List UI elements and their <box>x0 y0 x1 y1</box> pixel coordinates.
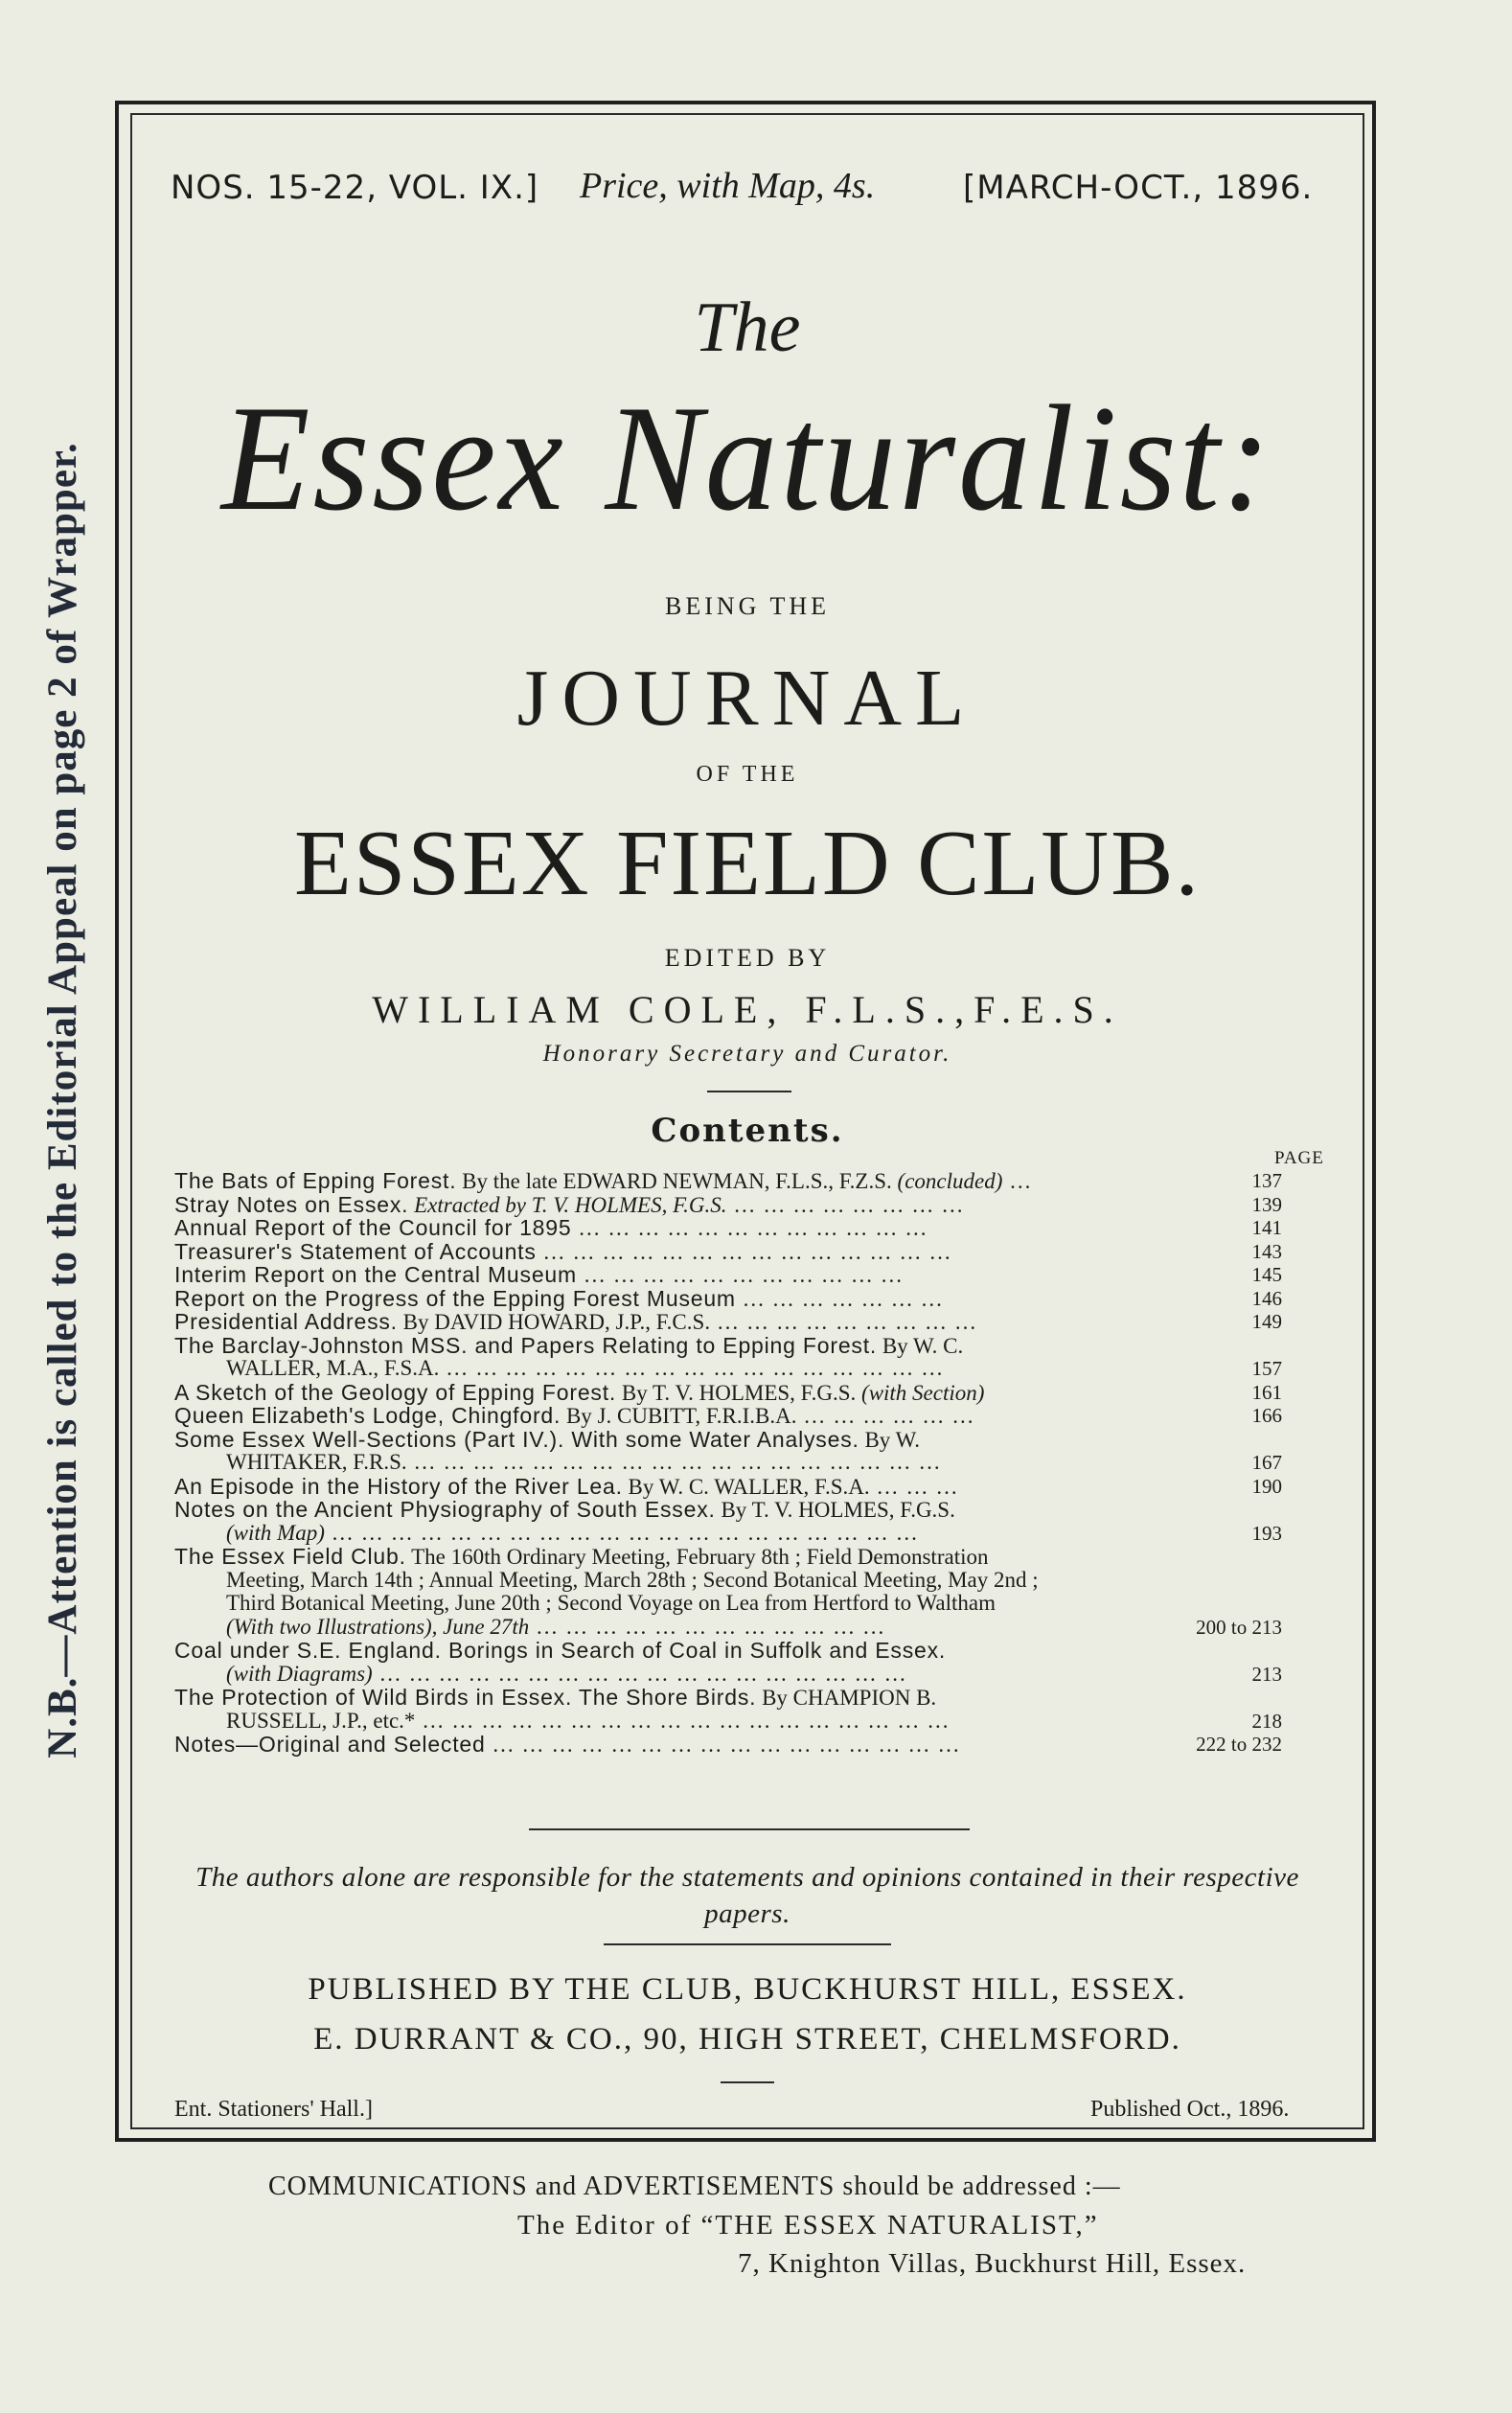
entry-page: 222 to 232 <box>1190 1733 1282 1757</box>
entry-title: Queen Elizabeth's Lodge, Chingford. <box>174 1403 561 1428</box>
editor-role: Honorary Secretary and Curator. <box>542 1041 952 1067</box>
entry-note: (with Diagrams) <box>226 1661 373 1686</box>
contents-entry <box>174 1309 1282 1334</box>
contents-entry <box>174 1592 1272 1616</box>
entry-author: By T. V. HOLMES, F.G.S. <box>715 1498 955 1522</box>
entry-title: Some Essex Well-Sections (Part IV.). With some Water Analyses. <box>174 1426 859 1452</box>
divider-rule <box>707 1091 791 1092</box>
journal-heading: JOURNAL <box>516 654 978 743</box>
entry-author: RUSSELL, J.P., etc.* <box>226 1708 416 1733</box>
printer-line: E. DURRANT & CO., 90, HIGH STREET, CHELMSFORD. <box>313 2022 1181 2057</box>
masthead-the: The <box>694 288 801 367</box>
entry-page: 157 <box>1247 1357 1283 1381</box>
entry-author: WHITAKER, F.R.S. <box>226 1450 407 1474</box>
entry-leader: ... ... ... ... ... ... ... ... <box>726 1192 965 1217</box>
entry-author: By DAVID HOWARD, J.P., F.C.S. <box>397 1310 711 1334</box>
entry-page: 145 <box>1247 1263 1283 1287</box>
publisher-line: PUBLISHED BY THE CLUB, BUCKHURST HILL, ESSEX. <box>308 1972 1187 2007</box>
entry-author: WALLER, M.A., F.S.A. <box>226 1356 440 1380</box>
contents-entry <box>174 1191 1282 1217</box>
contents-entry <box>174 1403 1282 1428</box>
contents-entry <box>174 1498 1272 1522</box>
entry-title: The Barclay-Johnston MSS. and Papers Relating to Epping Forest. <box>174 1332 878 1358</box>
contents-entry <box>174 1686 1272 1710</box>
entry-title: The Protection of Wild Birds in Essex. The Shore Birds. <box>174 1685 757 1710</box>
entry-author: By W. <box>859 1427 920 1452</box>
edited-by: EDITED BY <box>664 944 831 972</box>
entry-page: 161 <box>1247 1381 1283 1405</box>
entry-leader: ... ... ... ... ... ... ... ... ... ... ... ... ... ... ... ... ... ... <box>406 1450 942 1474</box>
entry-leader: ... ... ... ... ... ... ... ... ... ... ... ... <box>529 1614 886 1639</box>
entry-page: 139 <box>1247 1193 1283 1217</box>
contents-heading: Contents. <box>651 1112 844 1150</box>
entry-note: (with Map) <box>226 1520 325 1545</box>
entry-author: By W. C. <box>877 1333 964 1358</box>
entry-author: By W. C. WALLER, F.S.A. <box>622 1474 870 1499</box>
entry-leader: ... ... ... ... ... ... ... ... ... <box>710 1310 978 1334</box>
entry-leader: ... ... ... ... ... ... ... ... ... ... ... ... ... ... ... ... ... ... <box>415 1708 951 1733</box>
contents-entry <box>174 1379 1282 1405</box>
editorial-appeal-note: N.B.—Attention is called to the Editorial Appeal on page 2 of Wrapper. <box>40 442 85 1758</box>
entry-author: The 160th Ordinary Meeting, February 8th ; Field Demonstration <box>405 1545 989 1569</box>
entry-leader: ... ... ... ... ... ... <box>796 1404 975 1428</box>
entry-page: 149 <box>1247 1310 1283 1334</box>
contents-entry <box>174 1569 1272 1593</box>
contents-entry <box>174 1428 1272 1452</box>
contents-entry <box>174 1450 1282 1475</box>
contents-entry <box>174 1732 1282 1757</box>
divider-rule <box>721 2081 774 2083</box>
entry-note: Extracted by T. V. HOLMES, F.G.S. <box>408 1192 727 1217</box>
contents-entry <box>174 1168 1282 1193</box>
entry-title: Stray Notes on Essex. <box>174 1191 409 1217</box>
being-the: BEING THE <box>664 592 830 620</box>
entry-leader: ... ... ... ... ... ... ... <box>735 1286 944 1311</box>
entry-author: Third Botanical Meeting, June 20th ; Second Voyage on Lea from Hertford to Waltham <box>226 1591 996 1615</box>
publication-date: Published Oct., 1896. <box>1090 2097 1290 2122</box>
entry-leader: ... ... ... ... ... ... ... ... ... ... ... ... ... ... <box>536 1239 952 1264</box>
contents-entry <box>174 1334 1272 1358</box>
contents-entry <box>174 1639 1272 1663</box>
entry-page: 137 <box>1247 1169 1283 1193</box>
entry-page: 146 <box>1247 1287 1283 1311</box>
entry-leader: ... ... ... <box>869 1474 959 1499</box>
entry-title: Treasurer's Statement of Accounts <box>174 1238 537 1264</box>
contents-entry <box>174 1285 1282 1311</box>
entry-leader: ... ... ... ... ... ... ... ... ... ... ... ... ... ... ... ... ... ... <box>372 1661 907 1686</box>
entry-title: Coal under S.E. England. Borings in Search of Coal in Suffolk and Essex. <box>174 1638 947 1663</box>
entry-author: Meeting, March 14th ; Annual Meeting, March 28th ; Second Botanical Meeting, May 2nd ; <box>226 1567 1039 1592</box>
entry-title: Report on the Progress of the Epping Forest Museum <box>174 1285 736 1311</box>
contents-entry <box>174 1708 1282 1734</box>
entry-author: By CHAMPION B. <box>756 1686 937 1710</box>
communications-line: COMMUNICATIONS and ADVERTISEMENTS should be addressed :— <box>268 2172 1121 2201</box>
table-of-contents <box>174 1168 1282 1757</box>
entry-page: 213 <box>1247 1663 1283 1687</box>
editor-name: WILLIAM COLE, F.L.S.,F.E.S. <box>372 988 1123 1031</box>
contents-entry <box>174 1473 1282 1499</box>
masthead-title: Essex Naturalist: <box>220 375 1274 542</box>
entry-page: 167 <box>1247 1451 1283 1475</box>
entry-title: Presidential Address. <box>174 1309 398 1334</box>
entry-title: An Episode in the History of the River Lea. <box>174 1473 623 1499</box>
contents-entry <box>174 1356 1282 1381</box>
stationers-hall: Ent. Stationers' Hall.] <box>174 2097 373 2122</box>
entry-title: Annual Report of the Council for 1895 <box>174 1215 572 1240</box>
entry-note: (concluded) <box>891 1169 1003 1193</box>
editor-address-line: The Editor of “THE ESSEX NATURALIST,” <box>517 2210 1099 2241</box>
contents-entry <box>174 1520 1282 1546</box>
entry-leader: ... <box>1002 1169 1033 1193</box>
contents-entry <box>174 1661 1282 1687</box>
entry-note: (With two Illustrations), June 27th <box>226 1614 530 1639</box>
entry-title: A Sketch of the Geology of Epping Forest. <box>174 1379 617 1405</box>
street-address-line: 7, Knighton Villas, Buckhurst Hill, Essex. <box>738 2248 1247 2279</box>
entry-title: Interim Report on the Central Museum <box>174 1262 577 1287</box>
page-column-label: PAGE <box>1274 1148 1324 1168</box>
entry-page: 193 <box>1247 1522 1283 1546</box>
contents-entry <box>174 1545 1272 1569</box>
entry-author: By the late EDWARD NEWMAN, F.L.S., F.Z.S. <box>456 1169 892 1193</box>
entry-page: 218 <box>1247 1710 1283 1734</box>
entry-title: The Essex Field Club. <box>174 1544 406 1569</box>
disclaimer: The authors alone are responsible for the statements and opinions contained in their respective papers. <box>195 1862 1299 1929</box>
entry-page: 141 <box>1247 1216 1283 1240</box>
issue-number: NOS. 15-22, VOL. IX.] <box>171 169 539 207</box>
entry-leader: ... ... ... ... ... ... ... ... ... ... ... ... ... ... ... ... <box>485 1733 961 1757</box>
entry-page: 143 <box>1247 1240 1283 1264</box>
entry-leader: ... ... ... ... ... ... ... ... ... ... ... ... ... ... ... ... ... <box>439 1356 945 1380</box>
contents-entry <box>174 1238 1282 1264</box>
of-the: OF THE <box>696 762 799 787</box>
entry-page: 190 <box>1247 1475 1283 1499</box>
entry-leader: ... ... ... ... ... ... ... ... ... ... ... <box>576 1263 904 1287</box>
entry-leader: ... ... ... ... ... ... ... ... ... ... ... ... <box>571 1216 928 1240</box>
divider-rule <box>604 1943 891 1945</box>
entry-page: 200 to 213 <box>1190 1616 1282 1640</box>
divider-rule <box>529 1828 970 1830</box>
entry-author: By T. V. HOLMES, F.G.S. <box>616 1380 857 1405</box>
club-name: ESSEX FIELD CLUB. <box>293 812 1201 915</box>
contents-entry <box>174 1215 1282 1240</box>
entry-leader: ... ... ... ... ... ... ... ... ... ... ... ... ... ... ... ... ... ... ... ... <box>324 1520 919 1545</box>
entry-title: Notes on the Ancient Physiography of South Essex. <box>174 1497 716 1522</box>
price: Price, with Map, 4s. <box>580 166 876 206</box>
entry-author: By J. CUBITT, F.R.I.B.A. <box>561 1404 797 1428</box>
contents-entry <box>174 1262 1282 1287</box>
issue-date: [MARCH-OCT., 1896. <box>963 169 1314 207</box>
contents-entry <box>174 1614 1282 1640</box>
entry-title: The Bats of Epping Forest. <box>174 1168 457 1193</box>
entry-title: Notes—Original and Selected <box>174 1732 486 1757</box>
entry-page: 166 <box>1247 1404 1283 1428</box>
entry-note: (with Section) <box>856 1380 985 1405</box>
